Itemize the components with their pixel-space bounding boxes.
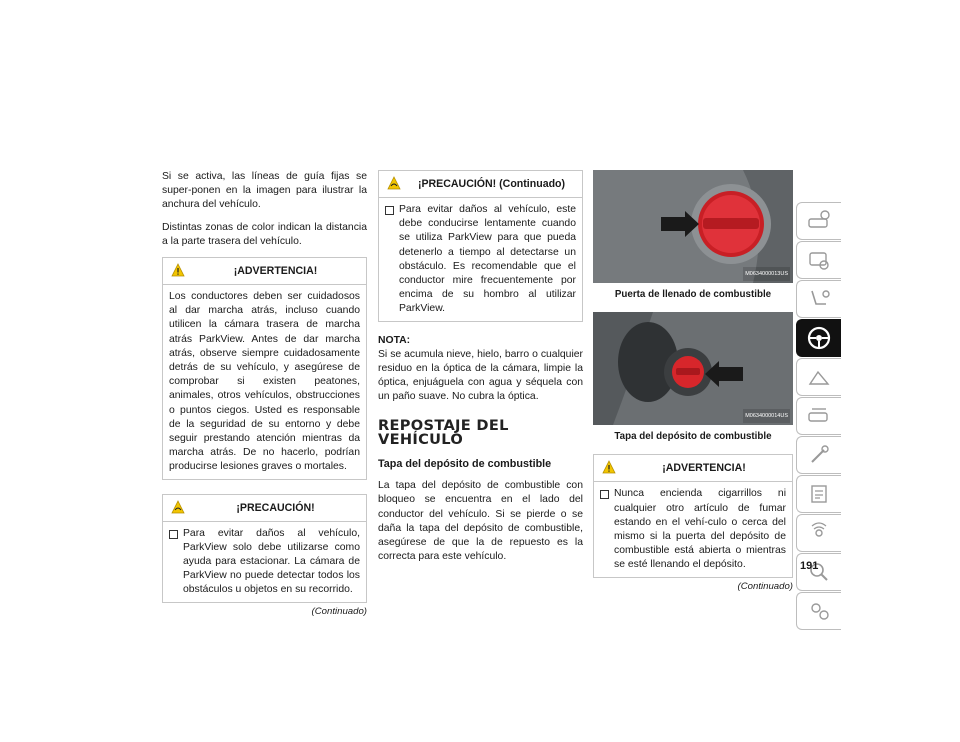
list-item: Para evitar daños al vehículo, ParkView solo debe utilizarse como ayuda para estacionar. La cámara de ParkView no puede detectar todos los obstáculos u objetos en su recorrido. [169,527,360,598]
tab-starting-operating[interactable] [796,319,841,357]
continued-label: (Continuado) [311,605,367,617]
key-icon [806,249,832,271]
bullet-icon [169,530,178,539]
tab-controls[interactable] [796,280,841,318]
warning-box [593,454,793,577]
car-info-icon [806,210,832,232]
airbag-icon [806,366,832,388]
image-caption: Tapa del depósito de combustible [614,431,772,443]
tab-introduction[interactable] [796,202,841,240]
list-item: Nunca encienda cigarrillos ni cualquier otro artículo de fumar estando en el vehí-culo o cerca del mismo si la puerta del depósito de combustible está abierta o mientras se esté llenando el depósito. [600,487,786,572]
seat-icon [806,288,832,310]
section-title: REPOSTAJE DEL VEHÍCULO [378,416,509,448]
tab-multimedia[interactable] [796,514,841,552]
warning-header [163,258,366,285]
caution-header [379,171,582,198]
column-right [593,170,793,594]
image-code: M0634000014US [743,409,790,423]
tab-safety[interactable] [796,358,841,396]
tab-emergency[interactable] [796,397,841,435]
signal-icon [806,522,832,544]
warning-text: Los conductores deben ser cuidadosos al dar marcha atrás, incluso cuando utilicen la cámara trasera de marcha atrás ParkView. Antes de dar marcha atrás, observe siempre cuidadosamente detrás de su vehículo, y asegúrese de comprobar si existen peatones, animales, otros vehículos, obstrucciones o puntos ciegos. Usted es responsable de la seguridad de su entorno y debe seguir prestando atención mientras da marcha atrás. De no hacerlo, podrían producirse lesiones graves o mortales. [169,291,360,473]
subsection-title: Tapa del depósito de combustible [378,458,552,471]
document-icon [806,483,832,505]
caution-icon [171,500,185,514]
warning-icon [602,460,616,474]
fuel-cap-image [593,312,793,425]
warning-icon [171,263,185,277]
caution-title: ¡PRECAUCIÓN! [236,501,315,514]
caution-title: ¡PRECAUCIÓN! (Continuado) [417,178,566,190]
paragraph: La tapa del depósito de combustible con bloqueo se encuentra en el lado del conductor del vehículo. Si se pierde o se daña la tapa del depósito de combustible, asegúrese de que la de repuesto es la correcta para este vehículo. [378,480,583,563]
paragraph: Si se activa, las líneas de guía fijas se super-ponen en la imagen para ilustrar la anchura del vehículo. [162,171,367,211]
caution-header [163,495,366,522]
column-middle [378,170,583,572]
page-number: 191 [800,560,819,572]
note-title: NOTA: [378,334,411,346]
warning-title: ¡ADVERTENCIA! [233,265,318,278]
tab-getting-started[interactable] [796,241,841,279]
tab-index[interactable] [796,553,841,591]
caution-box [162,494,367,603]
warning-title: ¡ADVERTENCIA! [662,462,746,475]
list-item: Para evitar daños al vehículo, este debe conducirse lentamente cuando se utiliza ParkView para que pueda detenerlo a tiempo al detectarse un obstáculo. Es recomendable que el conductor mire frecuentemente por encima de su hombro al utilizar ParkView. [385,203,576,317]
gear-person-icon [806,600,832,622]
note-text: Si se acumula nieve, hielo, barro o cualquier residuo en la óptica de la cámara, limpie la óptica, enjuáguela con agua y séquela con un paño suave. No cubra la óptica. [378,348,583,403]
tab-specifications[interactable] [796,475,841,513]
continued-label: (Continuado) [737,580,793,592]
caution-icon [387,176,401,190]
steering-wheel-icon [806,325,832,351]
tow-icon [806,405,832,427]
column-left [162,170,367,619]
wrench-icon [806,444,832,466]
bullet-icon [600,490,609,499]
warning-header [594,455,792,482]
image-code: M0634000013US [743,267,790,281]
bullet-icon [385,206,394,215]
tab-customer-assistance[interactable] [796,592,841,630]
warning-box [162,257,367,480]
image-caption: Puerta de llenado de combustible [614,289,772,300]
caution-box [378,170,583,322]
tab-servicing[interactable] [796,436,841,474]
fuel-door-image [593,170,793,283]
paragraph: Distintas zonas de color indican la distancia a la parte trasera del vehículo. [162,221,367,247]
